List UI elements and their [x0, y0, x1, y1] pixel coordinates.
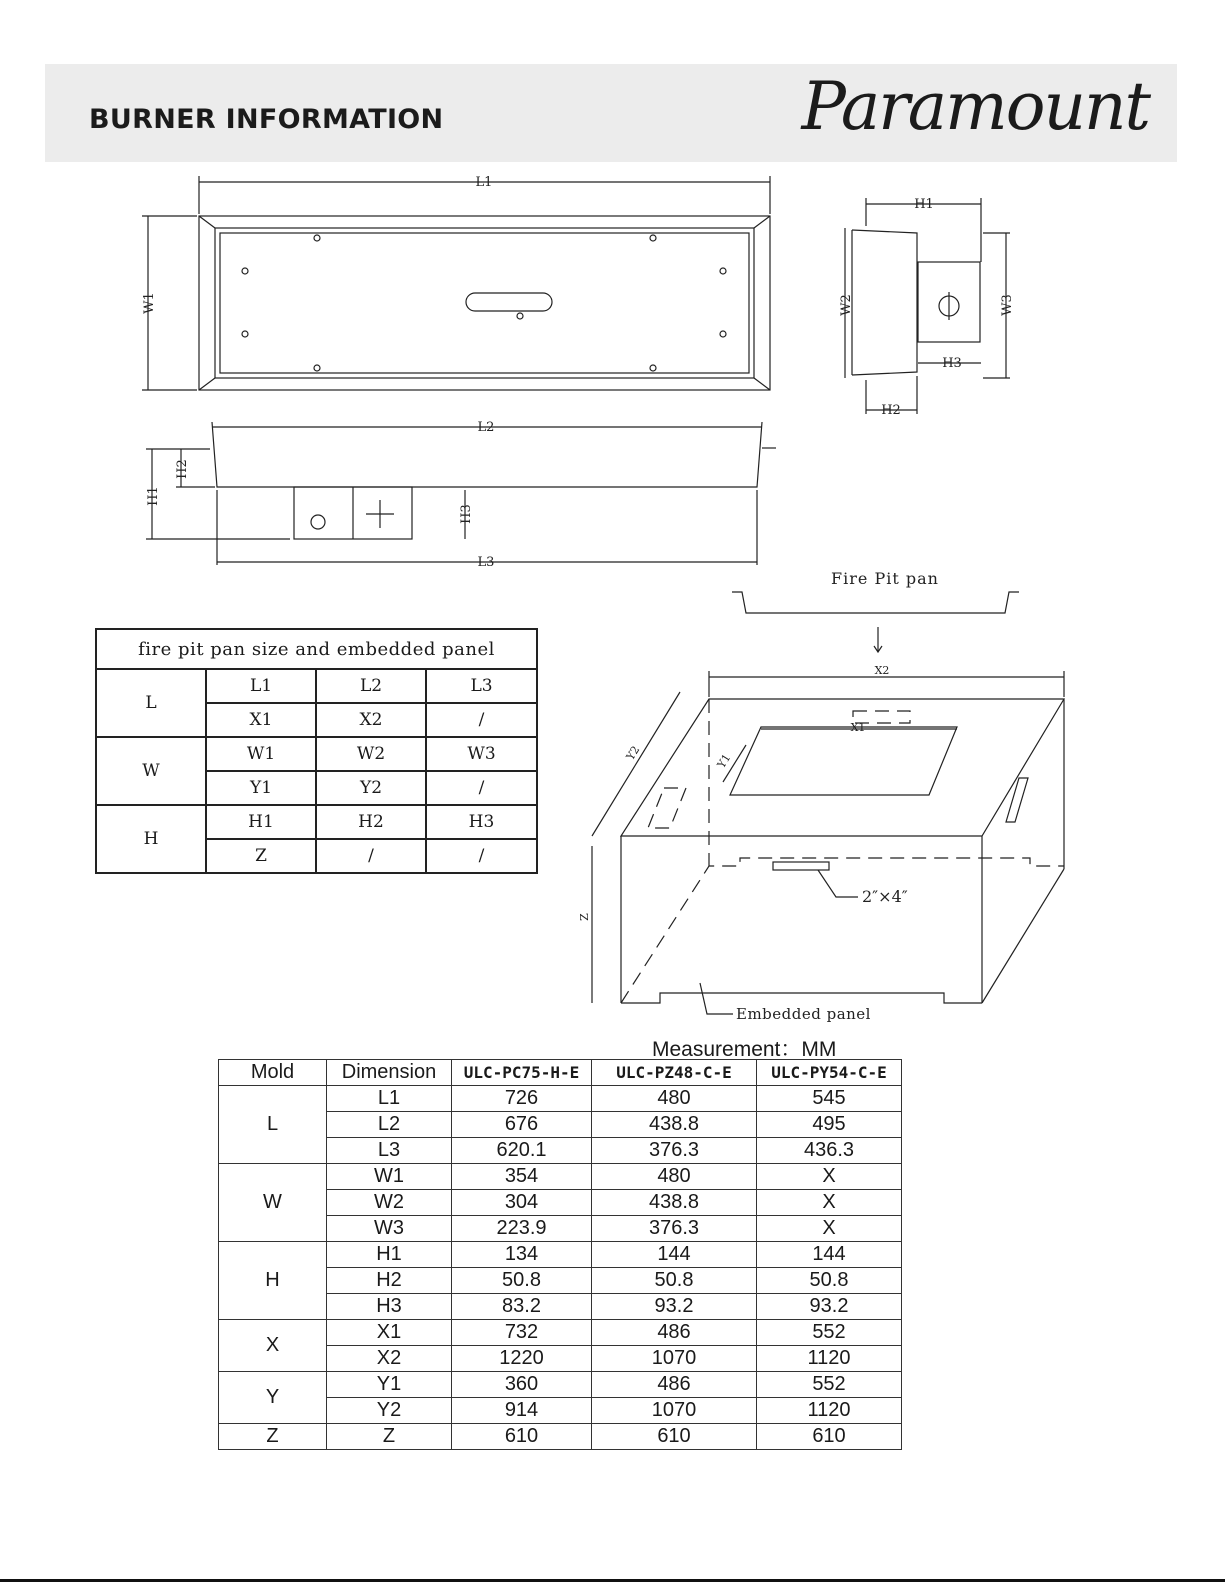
table-cell: 354 — [452, 1164, 592, 1190]
legend-cell: Z — [206, 839, 316, 873]
legend-cell: H1 — [206, 805, 316, 839]
iso-enclosure-drawing — [592, 671, 1064, 1014]
column-header: Dimension — [327, 1060, 452, 1086]
table-cell: Z — [327, 1424, 452, 1450]
dim-y1-label: Y1 — [714, 751, 734, 771]
table-cell: 610 — [757, 1424, 902, 1450]
table-cell: L3 — [327, 1138, 452, 1164]
table-cell: 486 — [592, 1372, 757, 1398]
legend-cell: H3 — [426, 805, 537, 839]
table-cell: 552 — [757, 1320, 902, 1346]
table-header-row — [219, 1060, 902, 1086]
legend-cell: L1 — [206, 669, 316, 703]
table-row — [219, 1164, 902, 1190]
dim-side-h3-label: H3 — [942, 356, 962, 371]
table-cell: W3 — [327, 1216, 452, 1242]
table-cell: 620.1 — [452, 1138, 592, 1164]
legend-group: H — [96, 805, 206, 873]
table-cell: 50.8 — [592, 1268, 757, 1294]
column-header: ULC-PC75-H-E — [452, 1060, 592, 1086]
table-cell: W2 — [327, 1190, 452, 1216]
legend-cell: X1 — [206, 703, 316, 737]
top-view-drawing — [142, 176, 770, 390]
legend-group: L — [96, 669, 206, 737]
page-title: BURNER INFORMATION — [89, 104, 444, 135]
page-bottom-rule — [0, 1579, 1225, 1582]
table-cell: 480 — [592, 1164, 757, 1190]
dim-x2-label: X2 — [874, 664, 890, 677]
mold-cell: Y — [219, 1372, 327, 1424]
column-header: ULC-PY54-C-E — [757, 1060, 902, 1086]
table-cell: 732 — [452, 1320, 592, 1346]
table-cell: 676 — [452, 1112, 592, 1138]
legend-group: W — [96, 737, 206, 805]
table-cell: 144 — [592, 1242, 757, 1268]
table-cell: 93.2 — [592, 1294, 757, 1320]
dim-side-h2-label: H2 — [881, 403, 901, 418]
dim-w3-label: W3 — [1000, 294, 1015, 316]
table-row — [219, 1086, 902, 1112]
table-cell: L1 — [327, 1086, 452, 1112]
legend-cell: W3 — [426, 737, 537, 771]
table-cell: X2 — [327, 1346, 452, 1372]
dim-w2-label: W2 — [839, 294, 854, 316]
table-cell: 610 — [452, 1424, 592, 1450]
table-cell: 83.2 — [452, 1294, 592, 1320]
legend-cell: / — [316, 839, 426, 873]
column-header: Mold — [219, 1060, 327, 1086]
table-cell: W1 — [327, 1164, 452, 1190]
table-cell: 1070 — [592, 1398, 757, 1424]
dim-front-h3-label: H3 — [459, 504, 474, 524]
legend-caption: fire pit pan size and embedded panel — [96, 629, 537, 669]
dim-l1-label: L1 — [475, 175, 493, 190]
table-cell: 1120 — [757, 1346, 902, 1372]
table-cell: 486 — [592, 1320, 757, 1346]
vent-size-label: 2″×4″ — [862, 887, 908, 906]
column-header: ULC-PZ48-C-E — [592, 1060, 757, 1086]
table-cell: 914 — [452, 1398, 592, 1424]
table-cell: 610 — [592, 1424, 757, 1450]
legend-cell: / — [426, 839, 537, 873]
mold-cell: X — [219, 1320, 327, 1372]
legend-cell: / — [426, 703, 537, 737]
table-cell: L2 — [327, 1112, 452, 1138]
table-cell: 223.9 — [452, 1216, 592, 1242]
table-cell: 144 — [757, 1242, 902, 1268]
table-row — [96, 669, 537, 703]
legend-cell: W1 — [206, 737, 316, 771]
table-cell: Y2 — [327, 1398, 452, 1424]
legend-cell: X2 — [316, 703, 426, 737]
table-cell: 495 — [757, 1112, 902, 1138]
legend-cell: W2 — [316, 737, 426, 771]
table-cell: 1220 — [452, 1346, 592, 1372]
table-row — [219, 1424, 902, 1450]
dim-x1-label: X1 — [850, 721, 866, 734]
table-cell: 50.8 — [757, 1268, 902, 1294]
front-view-drawing — [146, 422, 776, 565]
dim-w1-label: W1 — [142, 292, 157, 314]
table-cell: 545 — [757, 1086, 902, 1112]
brand-logo: Paramount — [801, 68, 1149, 145]
table-cell: 438.8 — [592, 1190, 757, 1216]
embedded-panel-label: Embedded panel — [736, 1005, 871, 1023]
table-row — [96, 737, 537, 771]
table-cell: 480 — [592, 1086, 757, 1112]
fire-pit-pan-drawing — [732, 592, 1019, 613]
table-row — [219, 1372, 902, 1398]
mold-cell: L — [219, 1086, 327, 1164]
mold-cell: H — [219, 1242, 327, 1320]
table-cell: H1 — [327, 1242, 452, 1268]
legend-table — [95, 628, 538, 874]
table-cell: 134 — [452, 1242, 592, 1268]
table-cell: 93.2 — [757, 1294, 902, 1320]
table-cell: X — [757, 1216, 902, 1242]
table-row — [219, 1320, 902, 1346]
table-cell: 1120 — [757, 1398, 902, 1424]
mold-cell: W — [219, 1164, 327, 1242]
table-cell: X1 — [327, 1320, 452, 1346]
dim-z-label: Z — [578, 913, 591, 921]
measurement-table — [218, 1059, 902, 1450]
legend-cell: H2 — [316, 805, 426, 839]
table-cell: 360 — [452, 1372, 592, 1398]
dim-front-h1-label: H1 — [146, 486, 161, 506]
table-row — [96, 805, 537, 839]
table-cell: H3 — [327, 1294, 452, 1320]
legend-cell: L2 — [316, 669, 426, 703]
dim-side-h1-label: H1 — [914, 197, 934, 212]
table-cell: 552 — [757, 1372, 902, 1398]
table-cell: 1070 — [592, 1346, 757, 1372]
legend-cell: L3 — [426, 669, 537, 703]
table-cell: H2 — [327, 1268, 452, 1294]
table-cell: X — [757, 1190, 902, 1216]
table-cell: 438.8 — [592, 1112, 757, 1138]
legend-cell: / — [426, 771, 537, 805]
table-cell: 726 — [452, 1086, 592, 1112]
dim-l3-label: L3 — [477, 555, 495, 570]
fire-pit-pan-label: Fire Pit pan — [831, 569, 939, 588]
table-cell: X — [757, 1164, 902, 1190]
dim-l2-label: L2 — [477, 420, 495, 435]
table-cell: 304 — [452, 1190, 592, 1216]
table-cell: Y1 — [327, 1372, 452, 1398]
table-row — [219, 1242, 902, 1268]
table-cell: 376.3 — [592, 1216, 757, 1242]
dim-front-h2-label: H2 — [175, 459, 190, 479]
mold-cell: Z — [219, 1424, 327, 1450]
table-cell: 50.8 — [452, 1268, 592, 1294]
legend-cell: Y2 — [316, 771, 426, 805]
legend-cell: Y1 — [206, 771, 316, 805]
dim-y2-label: Y2 — [623, 743, 643, 763]
table-cell: 376.3 — [592, 1138, 757, 1164]
table-cell: 436.3 — [757, 1138, 902, 1164]
side-view-drawing — [845, 198, 1010, 414]
measurement-unit-label: Measurement：MM — [652, 1038, 837, 1061]
